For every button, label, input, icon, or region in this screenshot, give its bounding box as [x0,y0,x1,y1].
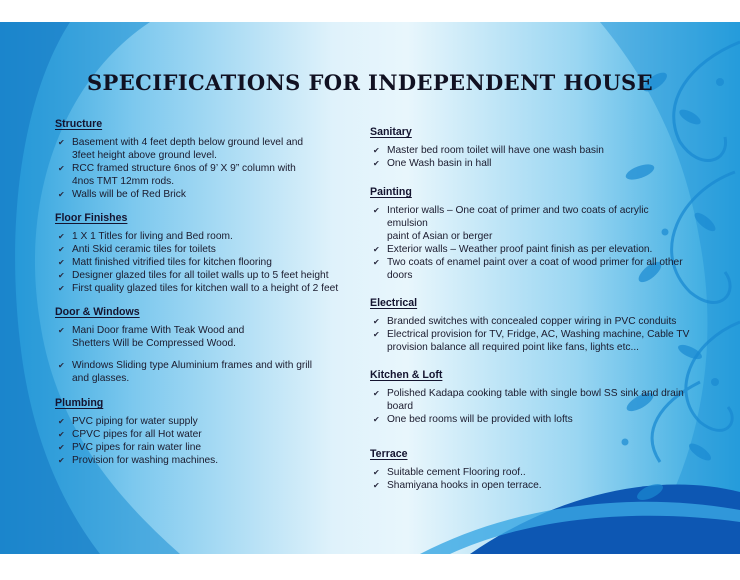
list-item: paint of Asian or berger [387,231,493,242]
list-item: ✔ Designer glazed tiles for all toilet walls up to 5 feet height [58,270,329,281]
section-heading: Plumbing [55,397,104,409]
checkmark-icon: ✔ [58,456,65,465]
spec-list [55,230,345,295]
list-item: ✔ One bed rooms will be provided with lofts [373,414,573,425]
list-item: ✔ Electrical provision for TV, Fridge, AC, Washing machine, Cable TV [373,329,690,340]
spec-list [55,415,345,467]
checkmark-icon: ✔ [58,258,65,267]
checkmark-icon: ✔ [373,330,380,339]
section-heading: Kitchen & Loft [370,369,443,381]
list-item: ✔ PVC pipes for rain water line [58,442,202,453]
spec-list [370,387,690,426]
checkmark-icon: ✔ [373,481,380,490]
section-sanitary [370,126,690,170]
section-heading: Painting [370,186,412,198]
spec-list [55,136,345,201]
section-heading: Electrical [370,297,418,309]
list-item: 4nos TMT 12mm rods. [72,176,175,187]
list-item: ✔ CPVC pipes for all Hot water [58,429,202,440]
list-item: ✔ First quality glazed tiles for kitchen wall to a height of 2 feet [58,283,339,294]
list-item: ✔ Master bed room toilet will have one wash basin [373,145,604,156]
section-terrace [370,448,690,492]
list-item: ✔ PVC piping for water supply [58,416,198,427]
list-item: ✔ Exterior walls – Weather proof paint finish as per elevation. [373,244,653,255]
checkmark-icon: ✔ [58,271,65,280]
section-electrical [370,297,690,354]
checkmark-icon: ✔ [58,138,65,147]
checkmark-icon: ✔ [373,146,380,155]
right-column [370,126,690,492]
list-item: ✔ Walls will be of Red Brick [58,189,186,200]
checkmark-icon: ✔ [373,159,380,168]
checkmark-icon: ✔ [58,430,65,439]
section-heading: Floor Finishes [55,212,128,224]
spec-list [370,466,690,492]
checkmark-icon: ✔ [373,258,380,267]
checkmark-icon: ✔ [58,326,65,335]
checkmark-icon: ✔ [373,415,380,424]
list-item: 3feet height above ground level. [72,150,217,161]
list-item: ✔ 1 X 1 Titles for living and Bed room. [58,231,233,242]
checkmark-icon: ✔ [58,245,65,254]
list-item: ✔ Polished Kadapa cooking table with single bowl SS sink and drain board [373,388,684,412]
list-item: ✔ One Wash basin in hall [373,158,492,169]
checkmark-icon: ✔ [373,389,380,398]
brochure-card [0,22,740,554]
list-item: ✔ Matt finished vitrified tiles for kitchen flooring [58,257,272,268]
checkmark-icon: ✔ [58,190,65,199]
list-item: ✔ Anti Skid ceramic tiles for toilets [58,244,216,255]
spec-list [370,204,690,282]
checkmark-icon: ✔ [58,232,65,241]
spec-list [370,315,690,354]
list-item: ✔ RCC framed structure 6nos of 9’ X 9” column with [58,163,296,174]
section-heading: Structure [55,118,103,130]
checkmark-icon: ✔ [58,417,65,426]
spec-list [55,324,345,385]
section-floor-finishes [55,212,345,295]
list-item: ✔ Shamiyana hooks in open terrace. [373,480,542,491]
section-heading: Door & Windows [55,306,140,318]
checkmark-icon: ✔ [58,284,65,293]
checkmark-icon: ✔ [58,443,65,452]
list-item: provision balance all required point like fans, lights etc... [387,342,639,353]
checkmark-icon: ✔ [373,468,380,477]
list-item: ✔ Basement with 4 feet depth below ground level and [58,137,304,148]
section-structure [55,118,345,201]
section-door-windows [55,306,345,385]
checkmark-icon: ✔ [373,206,380,215]
page-title: SPECIFICATIONS FOR INDEPENDENT HOUSE [86,70,654,95]
checkmark-icon: ✔ [58,164,65,173]
checkmark-icon: ✔ [373,245,380,254]
section-heading: Sanitary [370,126,412,138]
list-item: ✔ Suitable cement Flooring roof.. [373,467,526,478]
list-item: and glasses. [72,373,130,384]
section-painting [370,186,690,282]
left-column [55,118,345,467]
section-heading: Terrace [370,448,408,460]
spec-list [370,144,690,170]
list-item: ✔ Mani Door frame With Teak Wood and [58,325,245,336]
checkmark-icon: ✔ [373,317,380,326]
list-item: ✔ Interior walls – One coat of primer and two coats of acrylic emulsion [373,205,649,229]
section-plumbing [55,397,345,467]
list-item: ✔ Branded switches with concealed copper wiring in PVC conduits [373,316,677,327]
checkmark-icon: ✔ [58,361,65,370]
list-item: ✔ Windows Sliding type Aluminium frames and with grill [58,360,313,371]
section-kitchen-loft [370,369,690,426]
list-item: ✔ Provision for washing machines. [58,455,219,466]
list-item: Shetters Will be Compressed Wood. [72,338,237,349]
list-item: ✔ Two coats of enamel paint over a coat of wood primer for all other doors [373,257,683,281]
